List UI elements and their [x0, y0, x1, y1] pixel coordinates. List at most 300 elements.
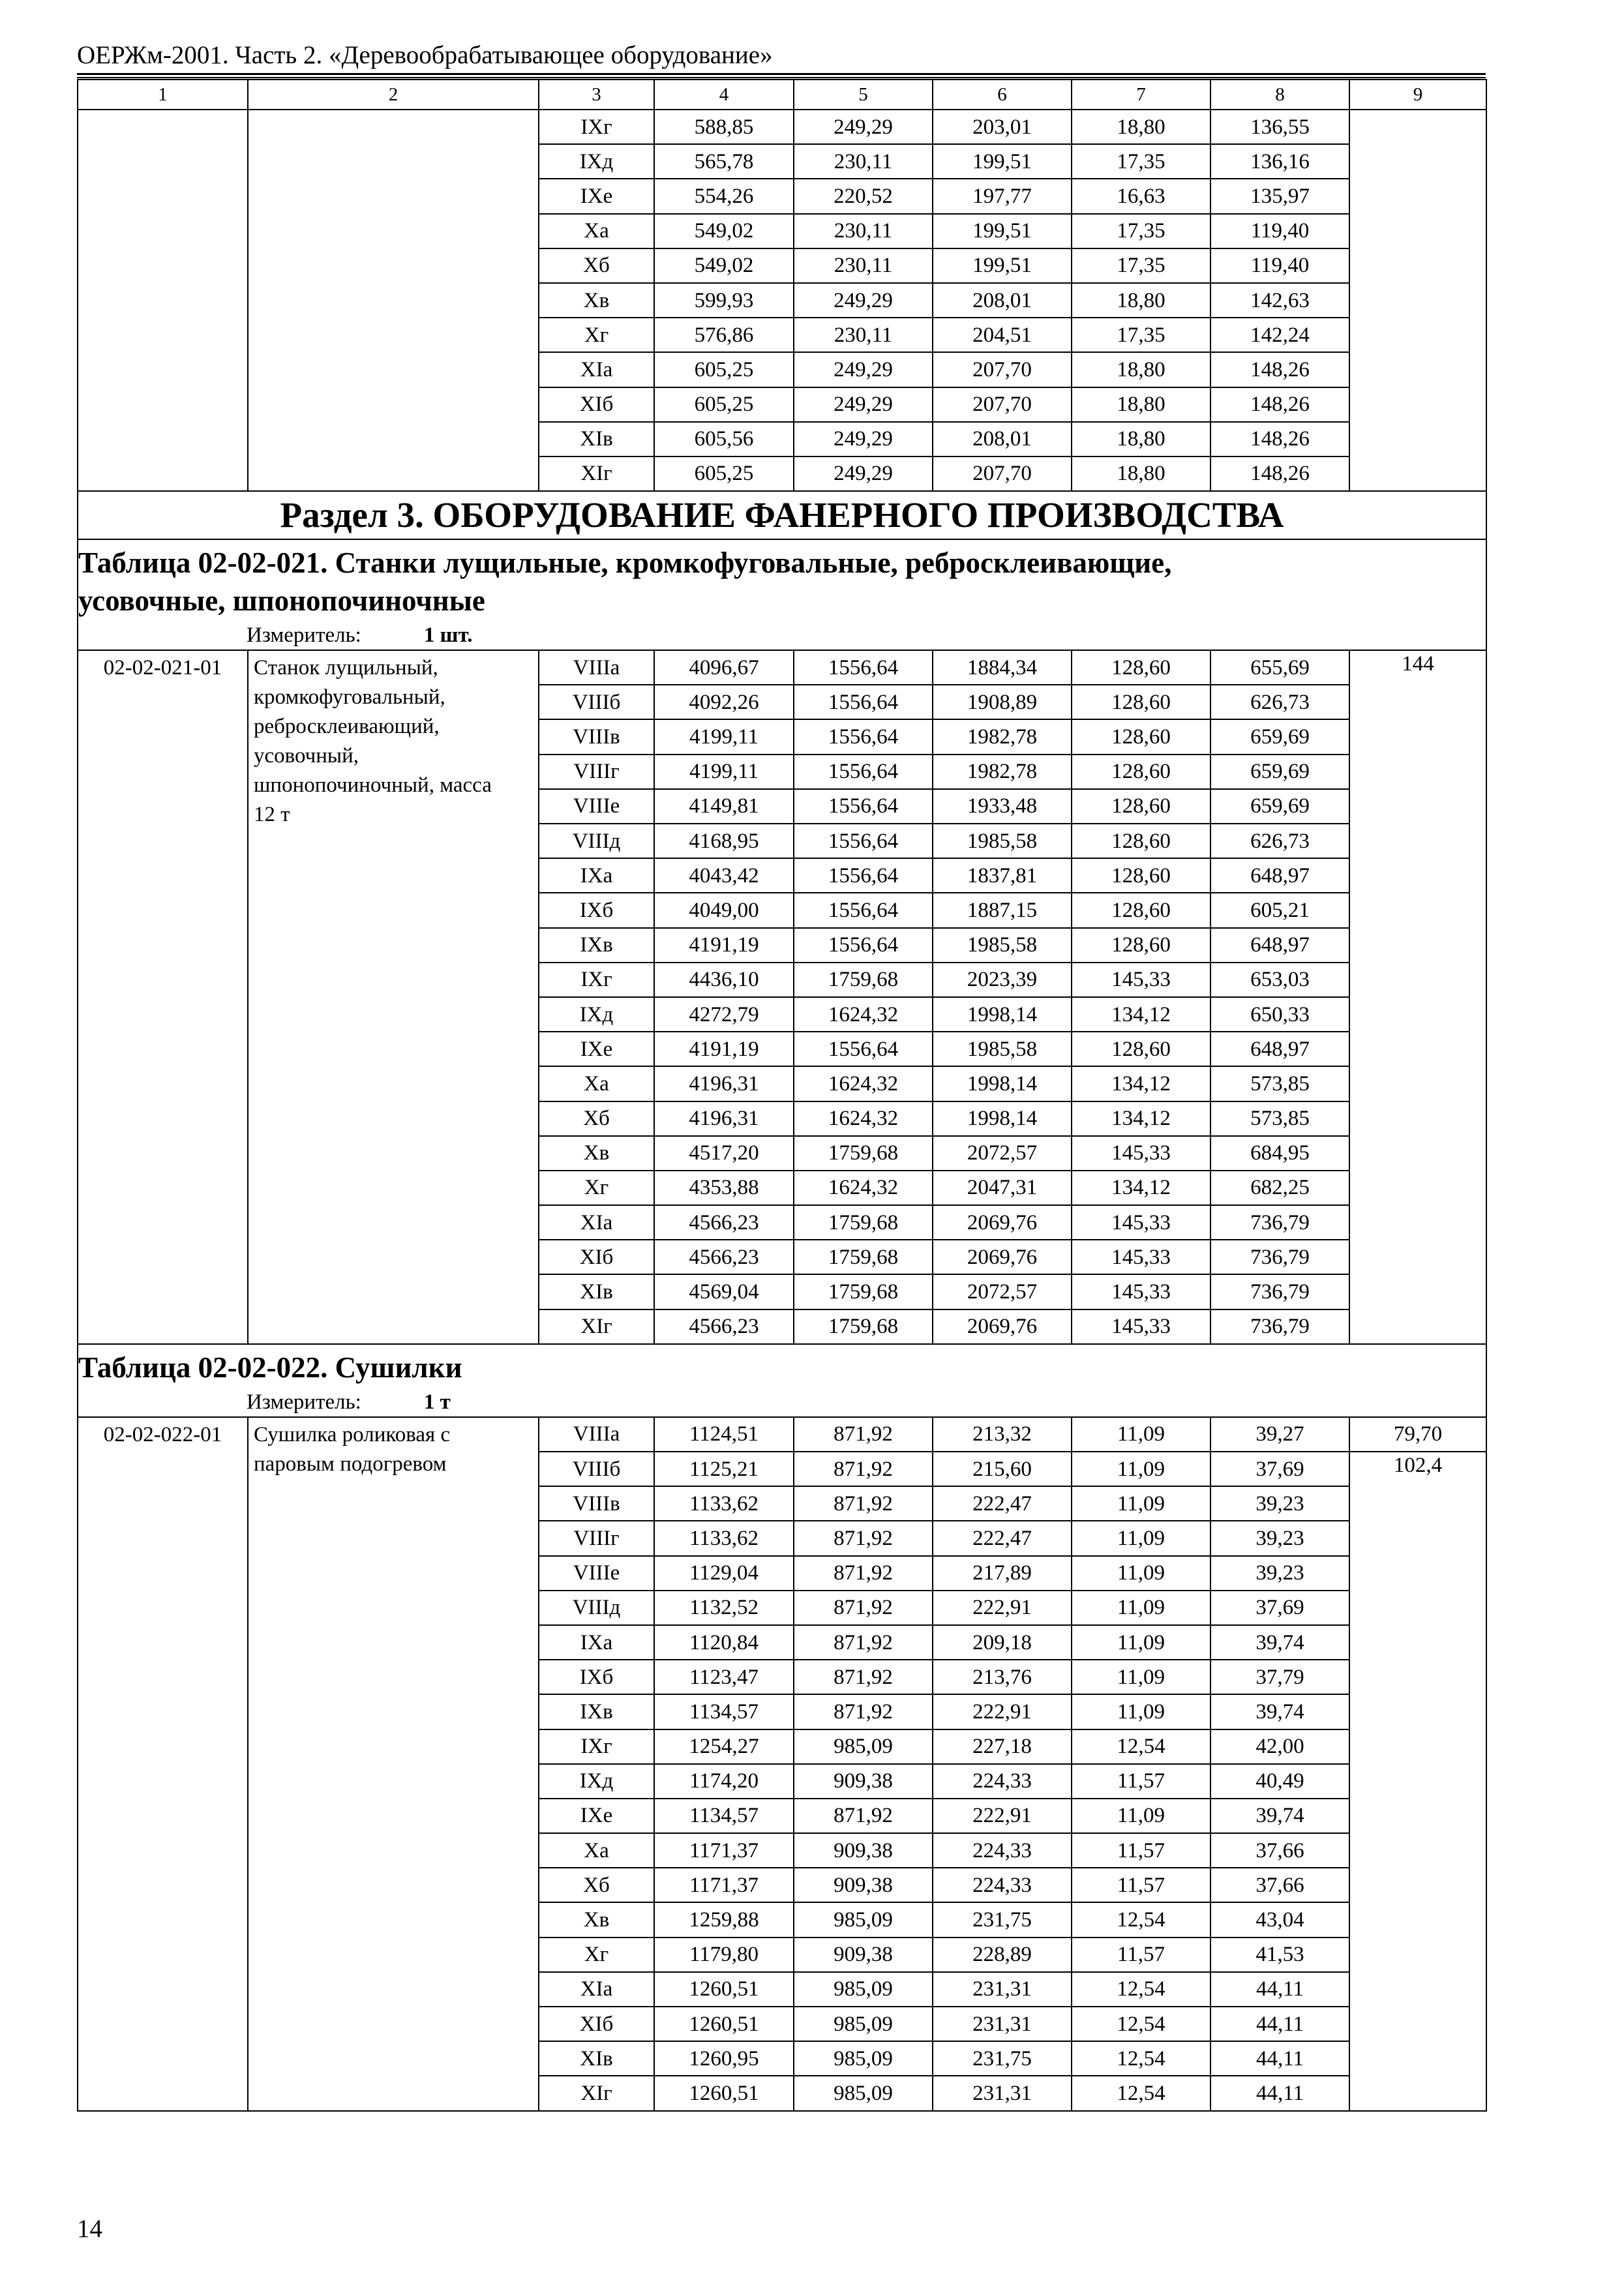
total-cost-cell: 1129,04 — [654, 1556, 794, 1591]
machine-operation-cell: 2069,76 — [933, 1205, 1072, 1240]
operator-wages-cell: 134,12 — [1072, 997, 1210, 1032]
worker-wages-cell: 230,11 — [794, 214, 933, 248]
total-cost-cell: 1260,95 — [654, 2041, 794, 2076]
column-number-cell: 4 — [654, 80, 794, 110]
machine-operation-cell: 207,70 — [933, 456, 1072, 491]
region-code-cell: IXв — [539, 928, 654, 963]
total-cost-cell: 4196,31 — [654, 1101, 794, 1136]
measure-value: 1 шт. — [423, 623, 473, 648]
worker-wages-cell: 1624,32 — [794, 1066, 933, 1101]
machine-operation-cell: 199,51 — [933, 214, 1072, 248]
name-line: ребросклеивающий, — [254, 715, 440, 739]
region-code-cell: VIIIб — [539, 685, 654, 719]
materials-cost-cell: 119,40 — [1210, 214, 1349, 248]
region-code-cell: IXа — [539, 1625, 654, 1660]
table-row — [78, 650, 1486, 685]
machine-operation-cell: 1884,34 — [933, 650, 1072, 685]
materials-cost-cell: 573,85 — [1210, 1066, 1349, 1101]
worker-wages-cell: 1759,68 — [794, 963, 933, 997]
worker-wages-cell: 985,09 — [794, 2007, 933, 2041]
region-code-cell: IXб — [539, 1660, 654, 1694]
measure-label: Измеритель: — [247, 1390, 361, 1414]
machine-operation-cell: 209,18 — [933, 1625, 1072, 1660]
worker-wages-cell: 1556,64 — [794, 858, 933, 893]
materials-cost-cell: 736,79 — [1210, 1205, 1349, 1240]
name-cell — [248, 650, 539, 1344]
machine-operation-cell: 222,47 — [933, 1521, 1072, 1555]
total-cost-cell: 605,25 — [654, 387, 794, 422]
name-line: кромкофуговальный, — [254, 685, 445, 710]
machine-operation-cell: 217,89 — [933, 1556, 1072, 1591]
region-code-cell: IXг — [539, 110, 654, 144]
total-cost-cell: 1134,57 — [654, 1799, 794, 1833]
machine-operation-cell: 213,76 — [933, 1660, 1072, 1694]
machine-operation-cell: 203,01 — [933, 110, 1072, 144]
operator-wages-cell: 128,60 — [1072, 650, 1210, 685]
operator-wages-cell: 128,60 — [1072, 789, 1210, 824]
region-code-cell: IXе — [539, 179, 654, 213]
worker-wages-cell: 249,29 — [794, 456, 933, 491]
machine-operation-cell: 222,91 — [933, 1694, 1072, 1729]
region-code-cell: VIIIа — [539, 650, 654, 685]
total-cost-cell: 1120,84 — [654, 1625, 794, 1660]
operator-wages-cell: 17,35 — [1072, 214, 1210, 248]
region-code-cell: Xв — [539, 1136, 654, 1171]
region-code-cell: XIа — [539, 1205, 654, 1240]
machine-operation-cell: 207,70 — [933, 387, 1072, 422]
operator-wages-cell: 11,57 — [1072, 1764, 1210, 1799]
region-code-cell: IXа — [539, 858, 654, 893]
region-code-cell: IXг — [539, 1729, 654, 1764]
machine-operation-cell: 2023,39 — [933, 963, 1072, 997]
column-number-cell: 5 — [794, 80, 933, 110]
total-cost-cell: 4566,23 — [654, 1240, 794, 1274]
region-code-cell: Xа — [539, 214, 654, 248]
machine-operation-cell: 1998,14 — [933, 1101, 1072, 1136]
table-title-line: усовочные, шпонопочиночные — [78, 584, 485, 618]
operator-wages-cell: 128,60 — [1072, 1032, 1210, 1066]
measure-line — [78, 620, 1486, 648]
worker-wages-cell: 1759,68 — [794, 1274, 933, 1309]
worker-wages-cell: 909,38 — [794, 1833, 933, 1868]
machine-operation-cell: 1908,89 — [933, 685, 1072, 719]
worker-wages-cell: 249,29 — [794, 422, 933, 456]
worker-wages-cell: 1759,68 — [794, 1205, 933, 1240]
total-cost-cell: 1123,47 — [654, 1660, 794, 1694]
operator-wages-cell: 11,09 — [1072, 1799, 1210, 1833]
total-cost-cell: 1134,57 — [654, 1694, 794, 1729]
worker-wages-cell: 909,38 — [794, 1868, 933, 1902]
materials-cost-cell: 659,69 — [1210, 789, 1349, 824]
materials-cost-cell: 135,97 — [1210, 179, 1349, 213]
worker-wages-cell: 871,92 — [794, 1799, 933, 1833]
region-code-cell: Xа — [539, 1066, 654, 1101]
total-cost-cell: 4191,19 — [654, 1032, 794, 1066]
operator-wages-cell: 134,12 — [1072, 1101, 1210, 1136]
total-cost-cell: 1171,37 — [654, 1868, 794, 1902]
worker-wages-cell: 871,92 — [794, 1660, 933, 1694]
machine-operation-cell: 207,70 — [933, 352, 1072, 387]
operator-wages-cell: 128,60 — [1072, 824, 1210, 858]
region-code-cell: Xг — [539, 1937, 654, 1972]
total-cost-cell: 4199,11 — [654, 755, 794, 789]
region-code-cell: IXв — [539, 1694, 654, 1729]
note-cell: 79,70 — [1349, 1417, 1486, 1452]
materials-cost-cell: 136,55 — [1210, 110, 1349, 144]
worker-wages-cell: 871,92 — [794, 1556, 933, 1591]
region-code-cell: VIIIд — [539, 824, 654, 858]
code-cell: 02-02-022-01 — [78, 1417, 248, 2111]
column-number-cell: 8 — [1210, 80, 1349, 110]
materials-cost-cell: 37,69 — [1210, 1452, 1349, 1486]
note-cell — [1349, 110, 1486, 491]
total-cost-cell: 4096,67 — [654, 650, 794, 685]
region-code-cell: XIб — [539, 387, 654, 422]
machine-operation-cell: 204,51 — [933, 318, 1072, 352]
operator-wages-cell: 134,12 — [1072, 1066, 1210, 1101]
worker-wages-cell: 1759,68 — [794, 1309, 933, 1344]
worker-wages-cell: 1624,32 — [794, 997, 933, 1032]
operator-wages-cell: 11,09 — [1072, 1417, 1210, 1452]
total-cost-cell: 4196,31 — [654, 1066, 794, 1101]
worker-wages-cell: 1556,64 — [794, 650, 933, 685]
section-title: Раздел 3. ОБОРУДОВАНИЕ ФАНЕРНОГО ПРОИЗВОДСТВА — [78, 491, 1486, 539]
table-title-block — [78, 539, 1486, 650]
total-cost-cell: 605,25 — [654, 352, 794, 387]
total-cost-cell: 4272,79 — [654, 997, 794, 1032]
operator-wages-cell: 128,60 — [1072, 685, 1210, 719]
region-code-cell: IXд — [539, 144, 654, 179]
materials-cost-cell: 44,11 — [1210, 2041, 1349, 2076]
materials-cost-cell: 44,11 — [1210, 1972, 1349, 2007]
materials-cost-cell: 648,97 — [1210, 928, 1349, 963]
column-number-cell: 7 — [1072, 80, 1210, 110]
name-cell — [248, 110, 539, 491]
machine-operation-cell: 1985,58 — [933, 928, 1072, 963]
operator-wages-cell: 145,33 — [1072, 1136, 1210, 1171]
worker-wages-cell: 985,09 — [794, 1902, 933, 1937]
region-code-cell: XIг — [539, 1309, 654, 1344]
materials-cost-cell: 39,23 — [1210, 1486, 1349, 1521]
name-line: усовочный, — [254, 744, 359, 768]
measure-line — [78, 1386, 1486, 1415]
total-cost-cell: 1260,51 — [654, 2007, 794, 2041]
operator-wages-cell: 11,09 — [1072, 1521, 1210, 1555]
machine-operation-cell: 208,01 — [933, 283, 1072, 318]
worker-wages-cell: 1759,68 — [794, 1240, 933, 1274]
operator-wages-cell: 134,12 — [1072, 1171, 1210, 1205]
worker-wages-cell: 1556,64 — [794, 755, 933, 789]
materials-cost-cell: 655,69 — [1210, 650, 1349, 685]
operator-wages-cell: 18,80 — [1072, 422, 1210, 456]
materials-cost-cell: 119,40 — [1210, 248, 1349, 283]
machine-operation-cell: 1998,14 — [933, 997, 1072, 1032]
worker-wages-cell: 871,92 — [794, 1486, 933, 1521]
machine-operation-cell: 222,91 — [933, 1799, 1072, 1833]
materials-cost-cell: 42,00 — [1210, 1729, 1349, 1764]
region-code-cell: Xв — [539, 1902, 654, 1937]
materials-cost-cell: 37,66 — [1210, 1868, 1349, 1902]
operator-wages-cell: 11,09 — [1072, 1486, 1210, 1521]
region-code-cell: IXд — [539, 1764, 654, 1799]
worker-wages-cell: 1556,64 — [794, 789, 933, 824]
worker-wages-cell: 1556,64 — [794, 928, 933, 963]
machine-operation-cell: 222,47 — [933, 1486, 1072, 1521]
operator-wages-cell: 11,09 — [1072, 1452, 1210, 1486]
machine-operation-cell: 213,32 — [933, 1417, 1072, 1452]
operator-wages-cell: 11,57 — [1072, 1833, 1210, 1868]
materials-cost-cell: 736,79 — [1210, 1309, 1349, 1344]
worker-wages-cell: 1759,68 — [794, 1136, 933, 1171]
machine-operation-cell: 222,91 — [933, 1591, 1072, 1625]
table-title-line: Таблица 02-02-022. Сушилки — [78, 1351, 462, 1384]
machine-operation-cell: 231,75 — [933, 1902, 1072, 1937]
worker-wages-cell: 230,11 — [794, 248, 933, 283]
worker-wages-cell: 230,11 — [794, 144, 933, 179]
machine-operation-cell: 227,18 — [933, 1729, 1072, 1764]
operator-wages-cell: 128,60 — [1072, 858, 1210, 893]
table-title-block — [78, 1344, 1486, 1417]
machine-operation-cell: 228,89 — [933, 1937, 1072, 1972]
machine-operation-cell: 2069,76 — [933, 1309, 1072, 1344]
total-cost-cell: 4436,10 — [654, 963, 794, 997]
region-code-cell: VIIIб — [539, 1452, 654, 1486]
machine-operation-cell: 224,33 — [933, 1764, 1072, 1799]
materials-cost-cell: 37,69 — [1210, 1591, 1349, 1625]
operator-wages-cell: 11,09 — [1072, 1694, 1210, 1729]
region-code-cell: XIб — [539, 1240, 654, 1274]
operator-wages-cell: 145,33 — [1072, 1205, 1210, 1240]
worker-wages-cell: 871,92 — [794, 1591, 933, 1625]
total-cost-cell: 605,56 — [654, 422, 794, 456]
operator-wages-cell: 18,80 — [1072, 283, 1210, 318]
page-header: ОЕРЖм-2001. Часть 2. «Деревообрабатывающее оборудование» — [77, 41, 773, 69]
operator-wages-cell: 145,33 — [1072, 1309, 1210, 1344]
materials-cost-cell: 653,03 — [1210, 963, 1349, 997]
machine-operation-cell: 1998,14 — [933, 1066, 1072, 1101]
total-cost-cell: 554,26 — [654, 179, 794, 213]
section-row — [78, 491, 1486, 539]
materials-cost-cell: 43,04 — [1210, 1902, 1349, 1937]
worker-wages-cell: 1624,32 — [794, 1101, 933, 1136]
machine-operation-cell: 1985,58 — [933, 1032, 1072, 1066]
materials-cost-cell: 684,95 — [1210, 1136, 1349, 1171]
machine-operation-cell: 199,51 — [933, 144, 1072, 179]
region-code-cell: VIIIе — [539, 1556, 654, 1591]
worker-wages-cell: 220,52 — [794, 179, 933, 213]
region-code-cell: VIIIг — [539, 1521, 654, 1555]
region-code-cell: VIIIе — [539, 789, 654, 824]
region-code-cell: XIб — [539, 2007, 654, 2041]
code-cell: 02-02-021-01 — [78, 650, 248, 1344]
total-cost-cell: 1124,51 — [654, 1417, 794, 1452]
materials-cost-cell: 39,74 — [1210, 1625, 1349, 1660]
total-cost-cell: 1132,52 — [654, 1591, 794, 1625]
operator-wages-cell: 12,54 — [1072, 2007, 1210, 2041]
total-cost-cell: 4353,88 — [654, 1171, 794, 1205]
operator-wages-cell: 11,09 — [1072, 1625, 1210, 1660]
region-code-cell: Xг — [539, 318, 654, 352]
total-cost-cell: 4566,23 — [654, 1309, 794, 1344]
operator-wages-cell: 11,09 — [1072, 1556, 1210, 1591]
materials-cost-cell: 148,26 — [1210, 352, 1349, 387]
machine-operation-cell: 215,60 — [933, 1452, 1072, 1486]
total-cost-cell: 1260,51 — [654, 2076, 794, 2110]
name-line: Станок лущильный, — [254, 656, 438, 680]
region-code-cell: Xв — [539, 283, 654, 318]
name-line: Сушилка роликовая с — [254, 1422, 451, 1446]
name-line: 12 т — [254, 803, 290, 827]
note-cell: 102,4 — [1349, 1452, 1486, 2111]
total-cost-cell: 588,85 — [654, 110, 794, 144]
worker-wages-cell: 1556,64 — [794, 1032, 933, 1066]
table-title-line: Таблица 02-02-021. Станки лущильные, кромкофуговальные, ребросклеивающие, — [78, 546, 1172, 580]
materials-cost-cell: 136,16 — [1210, 144, 1349, 179]
column-number-cell: 6 — [933, 80, 1072, 110]
total-cost-cell: 1133,62 — [654, 1486, 794, 1521]
operator-wages-cell: 18,80 — [1072, 110, 1210, 144]
total-cost-cell: 1174,20 — [654, 1764, 794, 1799]
materials-cost-cell: 39,74 — [1210, 1694, 1349, 1729]
machine-operation-cell: 2069,76 — [933, 1240, 1072, 1274]
region-code-cell: XIг — [539, 456, 654, 491]
name-cell — [248, 1417, 539, 2111]
operator-wages-cell: 11,09 — [1072, 1591, 1210, 1625]
total-cost-cell: 1125,21 — [654, 1452, 794, 1486]
total-cost-cell: 605,25 — [654, 456, 794, 491]
note-cell: 144 — [1349, 650, 1486, 1344]
region-code-cell: XIв — [539, 1274, 654, 1309]
column-number-cell: 9 — [1349, 80, 1486, 110]
worker-wages-cell: 871,92 — [794, 1521, 933, 1555]
machine-operation-cell: 224,33 — [933, 1833, 1072, 1868]
operator-wages-cell: 12,54 — [1072, 1902, 1210, 1937]
operator-wages-cell: 12,54 — [1072, 2041, 1210, 2076]
table-title-row — [78, 539, 1486, 650]
materials-cost-cell: 44,11 — [1210, 2076, 1349, 2110]
region-code-cell: XIв — [539, 2041, 654, 2076]
region-code-cell: Xа — [539, 1833, 654, 1868]
materials-cost-cell: 39,23 — [1210, 1556, 1349, 1591]
total-cost-cell: 1254,27 — [654, 1729, 794, 1764]
materials-cost-cell: 41,53 — [1210, 1937, 1349, 1972]
machine-operation-cell: 1887,15 — [933, 893, 1072, 927]
worker-wages-cell: 249,29 — [794, 387, 933, 422]
materials-cost-cell: 682,25 — [1210, 1171, 1349, 1205]
machine-operation-cell: 1837,81 — [933, 858, 1072, 893]
worker-wages-cell: 1556,64 — [794, 719, 933, 754]
materials-cost-cell: 659,69 — [1210, 719, 1349, 754]
header-rule-double — [77, 77, 1486, 78]
machine-operation-cell: 197,77 — [933, 179, 1072, 213]
machine-operation-cell: 2072,57 — [933, 1274, 1072, 1309]
worker-wages-cell: 985,09 — [794, 2041, 933, 2076]
operator-wages-cell: 128,60 — [1072, 928, 1210, 963]
total-cost-cell: 4199,11 — [654, 719, 794, 754]
operator-wages-cell: 17,35 — [1072, 144, 1210, 179]
column-number-cell: 3 — [539, 80, 654, 110]
region-code-cell: IXд — [539, 997, 654, 1032]
operator-wages-cell: 145,33 — [1072, 1240, 1210, 1274]
operator-wages-cell: 128,60 — [1072, 755, 1210, 789]
total-cost-cell: 4092,26 — [654, 685, 794, 719]
total-cost-cell: 549,02 — [654, 214, 794, 248]
total-cost-cell: 1260,51 — [654, 1972, 794, 2007]
name-line: паровым подогревом — [254, 1452, 447, 1476]
region-code-cell: VIIIд — [539, 1591, 654, 1625]
materials-cost-cell: 148,26 — [1210, 422, 1349, 456]
operator-wages-cell: 145,33 — [1072, 1274, 1210, 1309]
materials-cost-cell: 39,74 — [1210, 1799, 1349, 1833]
region-code-cell: Xг — [539, 1171, 654, 1205]
materials-cost-cell: 626,73 — [1210, 685, 1349, 719]
machine-operation-cell: 1982,78 — [933, 719, 1072, 754]
machine-operation-cell: 231,31 — [933, 2007, 1072, 2041]
region-code-cell: IXе — [539, 1032, 654, 1066]
operator-wages-cell: 145,33 — [1072, 963, 1210, 997]
materials-cost-cell: 573,85 — [1210, 1101, 1349, 1136]
measure-value: 1 т — [423, 1390, 451, 1414]
worker-wages-cell: 230,11 — [794, 318, 933, 352]
worker-wages-cell: 985,09 — [794, 1729, 933, 1764]
operator-wages-cell: 16,63 — [1072, 179, 1210, 213]
worker-wages-cell: 871,92 — [794, 1452, 933, 1486]
machine-operation-cell: 2047,31 — [933, 1171, 1072, 1205]
operator-wages-cell: 128,60 — [1072, 893, 1210, 927]
table-title-row — [78, 1344, 1486, 1417]
page-number: 14 — [77, 2215, 102, 2243]
materials-cost-cell: 142,24 — [1210, 318, 1349, 352]
region-code-cell: XIг — [539, 2076, 654, 2110]
operator-wages-cell: 18,80 — [1072, 387, 1210, 422]
machine-operation-cell: 231,31 — [933, 2076, 1072, 2110]
region-code-cell: VIIIв — [539, 1486, 654, 1521]
worker-wages-cell: 249,29 — [794, 110, 933, 144]
operator-wages-cell: 12,54 — [1072, 1729, 1210, 1764]
table-row — [78, 110, 1486, 144]
materials-cost-cell: 648,97 — [1210, 1032, 1349, 1066]
operator-wages-cell: 17,35 — [1072, 318, 1210, 352]
total-cost-cell: 4566,23 — [654, 1205, 794, 1240]
total-cost-cell: 599,93 — [654, 283, 794, 318]
machine-operation-cell: 231,31 — [933, 1972, 1072, 2007]
operator-wages-cell: 12,54 — [1072, 1972, 1210, 2007]
machine-operation-cell: 1985,58 — [933, 824, 1072, 858]
operator-wages-cell: 11,57 — [1072, 1937, 1210, 1972]
machine-operation-cell: 208,01 — [933, 422, 1072, 456]
worker-wages-cell: 871,92 — [794, 1417, 933, 1452]
worker-wages-cell: 909,38 — [794, 1764, 933, 1799]
worker-wages-cell: 909,38 — [794, 1937, 933, 1972]
machine-operation-cell: 199,51 — [933, 248, 1072, 283]
worker-wages-cell: 985,09 — [794, 1972, 933, 2007]
total-cost-cell: 565,78 — [654, 144, 794, 179]
materials-cost-cell: 736,79 — [1210, 1240, 1349, 1274]
total-cost-cell: 576,86 — [654, 318, 794, 352]
region-code-cell: VIIIв — [539, 719, 654, 754]
region-code-cell: Xб — [539, 248, 654, 283]
operator-wages-cell: 18,80 — [1072, 352, 1210, 387]
total-cost-cell: 4049,00 — [654, 893, 794, 927]
worker-wages-cell: 985,09 — [794, 2076, 933, 2110]
region-code-cell: IXг — [539, 963, 654, 997]
total-cost-cell: 4149,81 — [654, 789, 794, 824]
machine-operation-cell: 2072,57 — [933, 1136, 1072, 1171]
worker-wages-cell: 249,29 — [794, 352, 933, 387]
rates-table — [77, 79, 1487, 2112]
machine-operation-cell: 231,75 — [933, 2041, 1072, 2076]
materials-cost-cell: 44,11 — [1210, 2007, 1349, 2041]
